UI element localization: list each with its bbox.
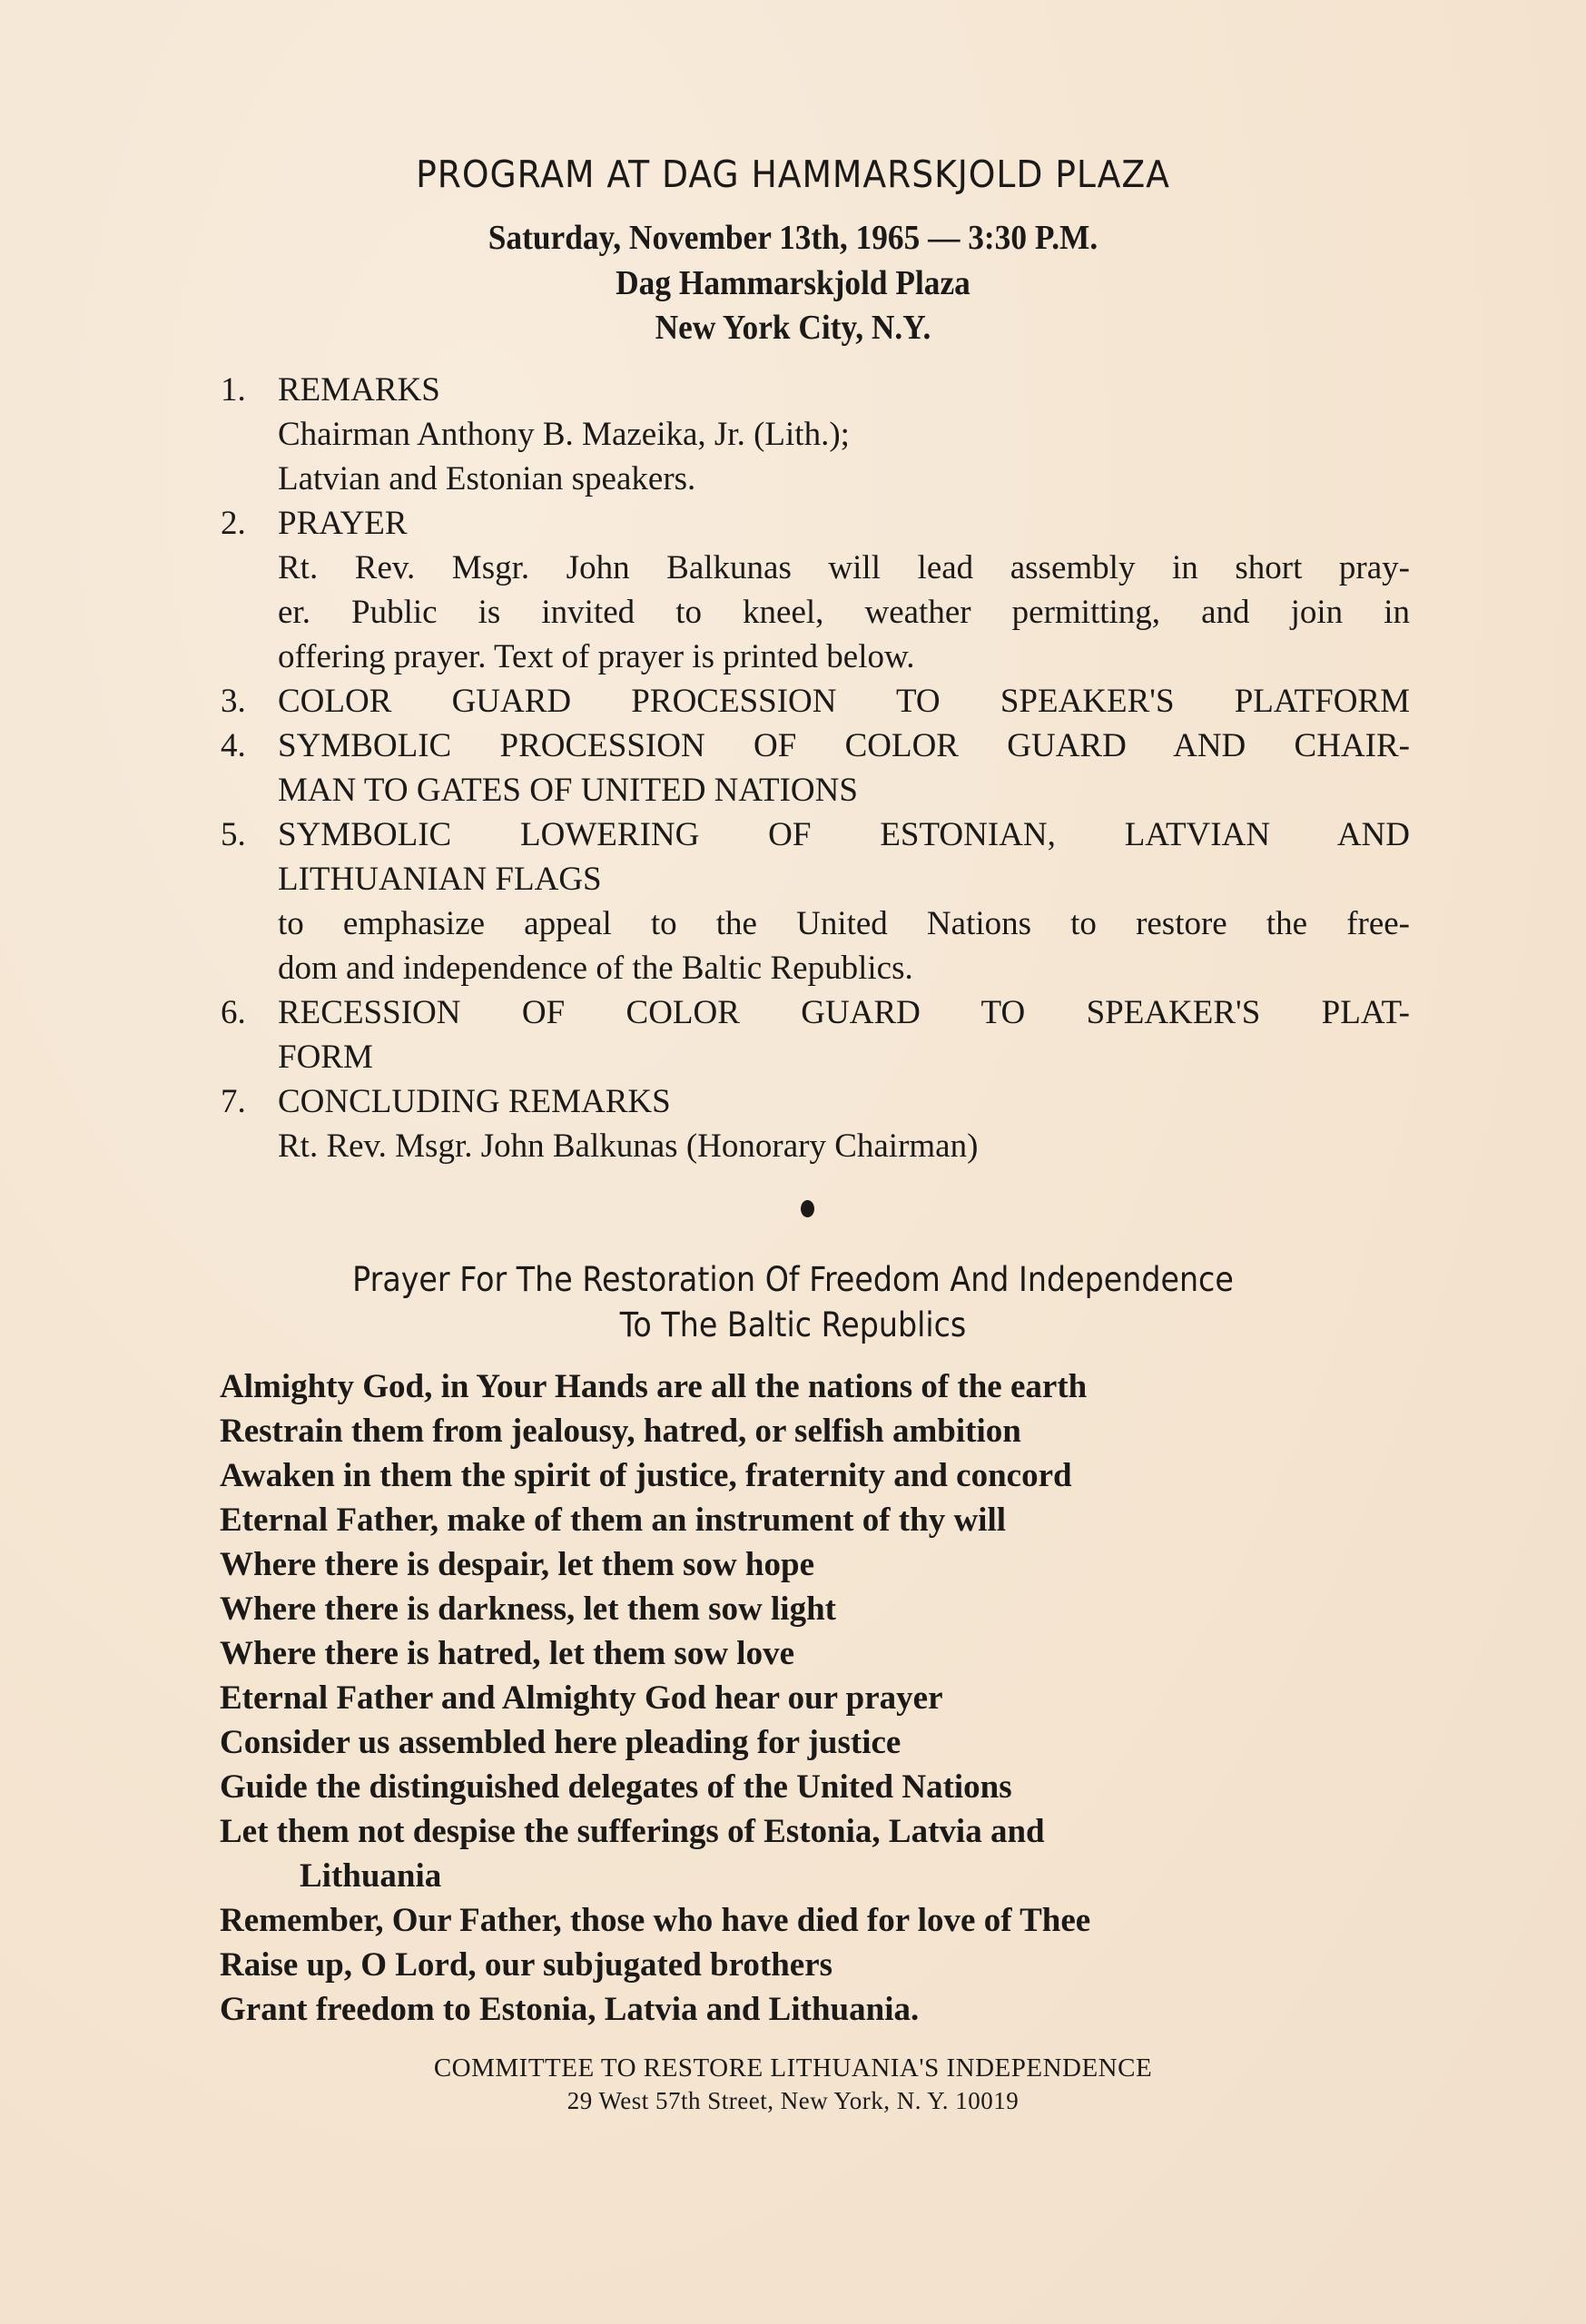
page-title: PROGRAM AT DAG HAMMARSKJOLD PLAZA (416, 153, 1170, 196)
item-heading: MAN TO GATES OF UNITED NATIONS (278, 772, 858, 809)
prayer-line: Raise up, O Lord, our subjugated brothers (220, 1946, 833, 1984)
prayer-line: Where there is hatred, let them sow love (220, 1635, 794, 1672)
prayer-line: Where there is despair, let them sow hope (220, 1546, 814, 1583)
prayer-line: Restrain them from jealousy, hatred, or selfish ambition (220, 1413, 1021, 1450)
prayer-line: Consider us assembled here pleading for justice (220, 1724, 901, 1761)
program-item: 1. REMARKS Chairman Anthony B. Mazeika, Jr. (Lith.); Latvian and Estonian speakers. (221, 368, 1410, 501)
item-heading: COLOR GUARD PROCESSION TO SPEAKER'S PLATFORM (278, 683, 1410, 720)
footer-organization: COMMITTEE TO RESTORE LITHUANIA'S INDEPENDENCE (433, 2053, 1153, 2083)
event-city: New York City, N.Y. (655, 309, 931, 347)
item-heading: REMARKS (278, 371, 440, 409)
item-heading: LITHUANIAN FLAGS (278, 861, 602, 898)
program-item: 6. RECESSION OF COLOR GUARD TO SPEAKER'S PLAT- FORM (221, 990, 1410, 1079)
prayer-line: Eternal Father, make of them an instrument of thy will (220, 1502, 1007, 1539)
footer (0, 2052, 1586, 2117)
item-heading: SYMBOLIC PROCESSION OF COLOR GUARD AND CHAIR- (278, 727, 1410, 764)
item-detail: Rt. Rev. Msgr. John Balkunas will lead assembly in short pray- (278, 549, 1410, 586)
item-detail: dom and independence of the Baltic Republics. (278, 950, 913, 987)
program-item: 5. SYMBOLIC LOWERING OF ESTONIAN, LATVIAN AND LITHUANIAN FLAGS to emphasize appeal to the United Nations to restore the free- dom and independence of the Baltic Republics. (221, 812, 1410, 990)
prayer-line: Grant freedom to Estonia, Latvia and Lithuania. (220, 1991, 920, 2028)
item-detail: Rt. Rev. Msgr. John Balkunas (Honorary Chairman) (278, 1128, 979, 1165)
program-item: 4. SYMBOLIC PROCESSION OF COLOR GUARD AND CHAIR- MAN TO GATES OF UNITED NATIONS (221, 724, 1410, 812)
prayer-line: Guide the distinguished delegates of the United Nations (220, 1768, 1012, 1806)
item-heading: PRAYER (278, 505, 408, 542)
prayer-line: Awaken in them the spirit of justice, fraternity and concord (220, 1457, 1072, 1494)
item-heading: FORM (278, 1039, 373, 1076)
event-date-time: Saturday, November 13th, 1965 — 3:30 P.M. (488, 219, 1098, 257)
prayer-text (220, 1364, 1400, 2032)
item-detail: offering prayer. Text of prayer is printed below. (278, 638, 915, 675)
bullet-separator-icon (801, 1200, 814, 1217)
item-heading: CONCLUDING REMARKS (278, 1083, 671, 1120)
prayer-line: Remember, Our Father, those who have died for love of Thee (220, 1902, 1091, 1939)
item-detail: er. Public is invited to kneel, weather permitting, and join in (278, 594, 1410, 631)
prayer-line: Lithuania (300, 1857, 442, 1895)
prayer-line: Almighty God, in Your Hands are all the nations of the earth (220, 1368, 1088, 1405)
item-heading: SYMBOLIC LOWERING OF ESTONIAN, LATVIAN AND (278, 816, 1410, 853)
prayer-line: Where there is darkness, let them sow light (220, 1590, 836, 1628)
footer-address: 29 West 57th Street, New York, N. Y. 10019 (566, 2087, 1020, 2114)
prayer-line: Let them not despise the sufferings of Estonia, Latvia and (220, 1813, 1045, 1850)
prayer-title: Prayer For The Restoration Of Freedom And Independence To The Baltic Republics (352, 1260, 1234, 1344)
item-detail: Latvian and Estonian speakers. (278, 460, 696, 497)
program-item: 3. COLOR GUARD PROCESSION TO SPEAKER'S PLATFORM (221, 679, 1410, 724)
program-list (221, 368, 1410, 1168)
item-detail: Chairman Anthony B. Mazeika, Jr. (Lith.); (278, 416, 850, 453)
program-item: 7. CONCLUDING REMARKS Rt. Rev. Msgr. John Balkunas (Honorary Chairman) (221, 1079, 1410, 1168)
item-detail: to emphasize appeal to the United Nations to restore the free- (278, 905, 1410, 942)
program-item: 2. PRAYER Rt. Rev. Msgr. John Balkunas will lead assembly in short pray- er. Public is invited to kneel, weather permitting, and join in offering prayer. Text of prayer is printed below. (221, 501, 1410, 679)
prayer-line: Eternal Father and Almighty God hear our prayer (220, 1679, 943, 1717)
item-heading: RECESSION OF COLOR GUARD TO SPEAKER'S PLAT- (278, 994, 1410, 1031)
event-venue: Dag Hammarskjold Plaza (616, 264, 970, 302)
